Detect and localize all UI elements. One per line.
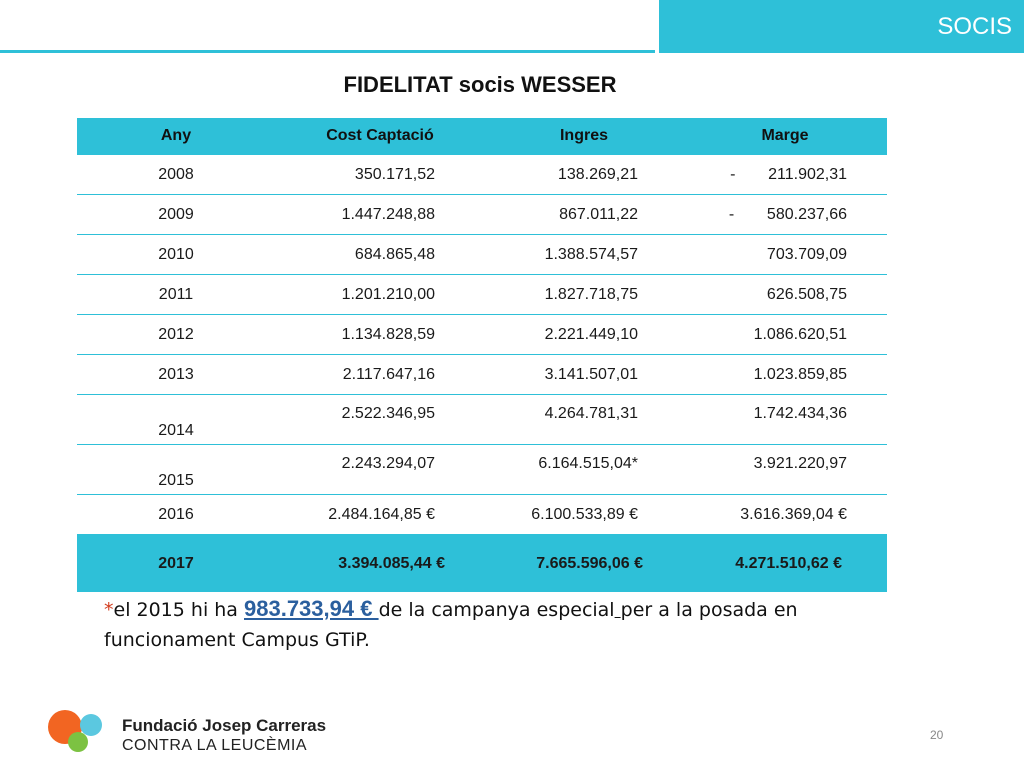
header-band-left xyxy=(0,0,655,53)
cell-year: 2015 xyxy=(77,445,275,495)
cell-ingres: 6.164.515,04* xyxy=(485,445,683,495)
slide-title: FIDELITAT socis WESSER xyxy=(343,72,617,97)
marge-value: 580.237,66 xyxy=(766,205,847,223)
cell-ingres: 2.221.449,10 xyxy=(485,315,683,355)
marge-value: 211.902,31 xyxy=(768,165,847,183)
cell-marge: 1.742.434,36 xyxy=(683,395,887,445)
cell-cost: 2.522.346,95 xyxy=(275,395,485,445)
table-row xyxy=(77,235,887,275)
table-row xyxy=(77,275,887,315)
cell-marge: 703.709,09 xyxy=(683,235,887,275)
cell-cost: 1.447.248,88 xyxy=(275,195,485,235)
section-label: SOCIS xyxy=(937,13,1012,40)
footnote-text-3: per a la posada en funcionament Campus GTiP. xyxy=(104,599,798,651)
table-row xyxy=(77,445,887,495)
table-row xyxy=(77,195,887,235)
header-marge: Marge xyxy=(683,118,887,155)
footnote xyxy=(104,594,884,655)
cell-cost: 1.201.210,00 xyxy=(275,275,485,315)
cell-ingres: 1.827.718,75 xyxy=(485,275,683,315)
footnote-text-1: el 2015 hi ha xyxy=(113,599,244,621)
cell-ingres: 7.665.596,06 € xyxy=(485,535,683,593)
cell-marge: 3.921.220,97 xyxy=(683,445,887,495)
header-band-right xyxy=(659,0,1024,53)
cell-ingres: 6.100.533,89 € xyxy=(485,495,683,535)
cell-year: 2017 xyxy=(77,535,275,593)
cell-cost: 2.117.647,16 xyxy=(275,355,485,395)
cell-marge xyxy=(683,195,887,235)
cell-year: 2012 xyxy=(77,315,275,355)
cell-year: 2010 xyxy=(77,235,275,275)
cell-cost: 2.484.164,85 € xyxy=(275,495,485,535)
cell-ingres: 3.141.507,01 xyxy=(485,355,683,395)
cell-marge: 4.271.510,62 € xyxy=(683,535,887,593)
cell-cost: 3.394.085,44 € xyxy=(275,535,485,593)
cell-ingres: 138.269,21 xyxy=(485,155,683,195)
cell-cost: 1.134.828,59 xyxy=(275,315,485,355)
cell-ingres: 4.264.781,31 xyxy=(485,395,683,445)
cell-marge: 626.508,75 xyxy=(683,275,887,315)
page-number: 20 xyxy=(930,728,944,742)
logo-green-circle xyxy=(68,732,88,752)
cell-cost: 2.243.294,07 xyxy=(275,445,485,495)
table-header-row xyxy=(77,118,887,155)
table-row xyxy=(77,395,887,445)
table-row xyxy=(77,495,887,535)
org-name: Fundació Josep Carreras xyxy=(122,716,327,735)
header-ingres: Ingres xyxy=(485,118,683,155)
org-tagline: CONTRA LA LEUCÈMIA xyxy=(122,737,308,754)
cell-year: 2016 xyxy=(77,495,275,535)
cell-year: 2008 xyxy=(77,155,275,195)
cell-cost: 350.171,52 xyxy=(275,155,485,195)
negative-sign: - xyxy=(730,165,736,183)
table-total-row xyxy=(77,535,887,593)
cell-year: 2013 xyxy=(77,355,275,395)
cell-ingres: 867.011,22 xyxy=(485,195,683,235)
cell-marge xyxy=(683,155,887,195)
footnote-asterisk: * xyxy=(104,599,114,621)
negative-sign: - xyxy=(728,205,735,223)
cell-cost: 684.865,48 xyxy=(275,235,485,275)
cell-marge: 3.616.369,04 € xyxy=(683,495,887,535)
cell-ingres: 1.388.574,57 xyxy=(485,235,683,275)
header-cost: Cost Captació xyxy=(275,118,485,155)
cell-year: 2009 xyxy=(77,195,275,235)
footnote-text-2: de la campanya especial xyxy=(378,599,615,621)
cell-marge: 1.086.620,51 xyxy=(683,315,887,355)
table-row xyxy=(77,355,887,395)
foundation-logo-icon xyxy=(48,708,108,756)
cell-year: 2011 xyxy=(77,275,275,315)
table-row xyxy=(77,155,887,195)
fidelity-table xyxy=(77,118,887,592)
cell-year: 2014 xyxy=(77,395,275,445)
header-any: Any xyxy=(77,118,275,155)
table-row xyxy=(77,315,887,355)
cell-marge: 1.023.859,85 xyxy=(683,355,887,395)
footnote-amount: 983.733,94 € xyxy=(244,596,379,621)
